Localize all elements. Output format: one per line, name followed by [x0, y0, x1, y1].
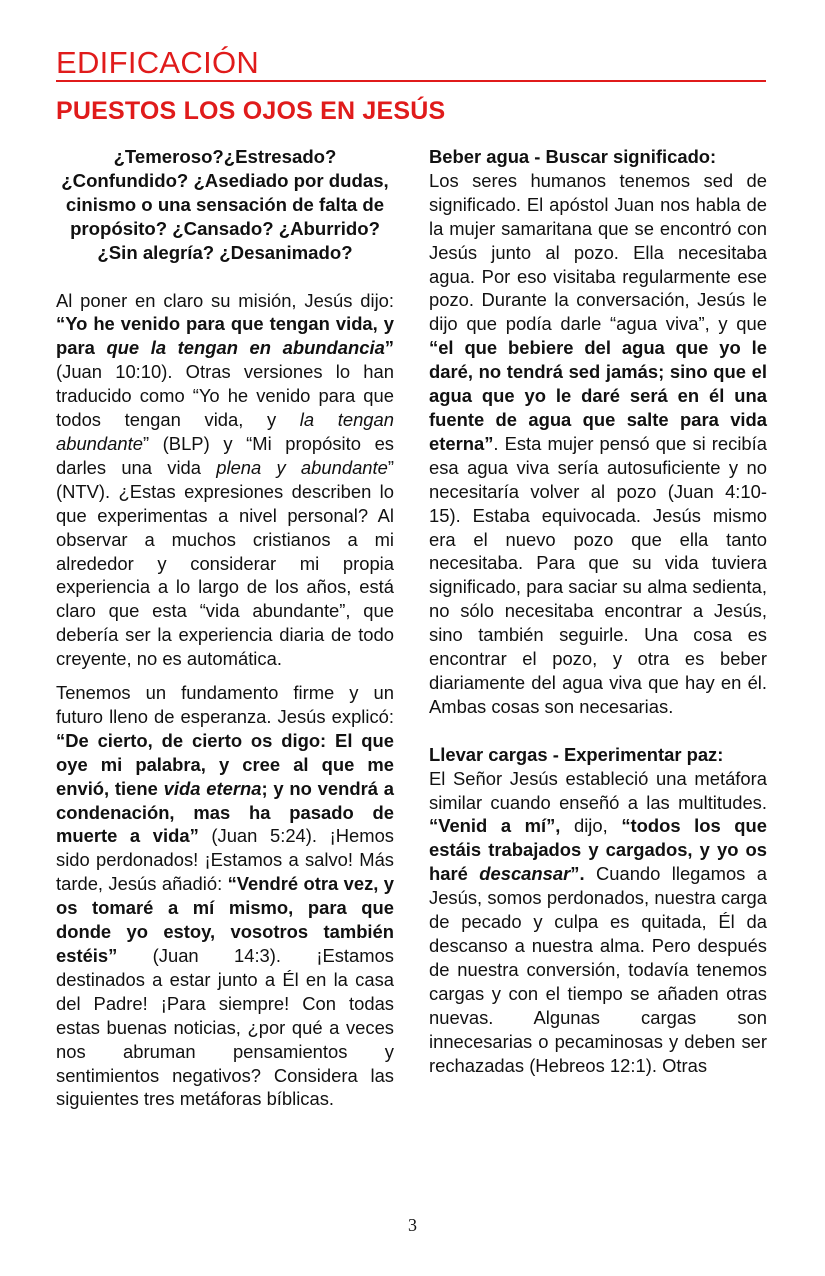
page-number: 3: [408, 1215, 417, 1235]
section-title: EDIFICACIÓN: [56, 44, 766, 82]
quote-john-5-24: “De cierto, de cierto os digo: El que oye mi palabra, y cree al que me envió, tiene vida eterna; y no vendrá a condenación, mas ha pasado de muerte a vida”: [56, 729, 394, 847]
quote-john-4: “el que bebiere del agua que yo le daré, no tendrá sed jamás; sino que el agua que yo le daré será en él una fuente de agua que salte para vida eterna”: [429, 337, 767, 454]
intro-questions: ¿Temeroso?¿Estresado? ¿Confundido? ¿Asediado por dudas, cinismo o una sensación de falta de propósito? ¿Cansado? ¿Aburrido? ¿Sin alegría? ¿Desanimado?: [61, 146, 389, 263]
quote-matthew-11-28: “todos los que estáis trabajados y cargados, y yo os haré descansar”.: [429, 815, 767, 885]
paragraph-foundation: Tenemos un fundamento firme y un futuro lleno de esperanza. Jesús explicó: “De cierto, de cierto os digo: El que oye mi palabra, y cree al que me envió, tiene vida eterna; y no vendrá a condenación, mas ha pasado de muerte a vida” (Juan 5:24). ¡Hemos sido perdonados! ¡Estamos a salvo! Más tarde, Jesús añadió: “Vendré otra vez, y os tomaré a mí mismo, para que donde yo estoy, vosotros también estéis” (Juan 14:3). ¡Estamos destinados a estar junto a Él en la casa del Padre! ¡Para siempre! Con todas estas buenas noticias, ¿por qué a veces nos abruman pensamientos y sentimientos negativos? Considera las siguientes tres metáforas bíblicas.: [56, 682, 395, 1110]
paragraph-mission: Al poner en claro su misión, Jesús dijo: “Yo he venido para que tengan vida, y para que la tengan en abundancia” (Juan 10:10). Otras versiones lo han traducido como “Yo he venido para que todos tengan vida, y la tengan abundante” (BLP) y “Mi propósito es darles una vida plena y abundante” (NTV). ¿Estas expresiones describen lo que experimentas a nivel personal? Al observar a muchos cristianos a mi alrededor y considerar mi propia experiencia a lo largo de los años, está claro que esta “vida abundante”, que debería ser la experiencia diaria de todo creyente, no es automática.: [56, 289, 394, 670]
subheading-water: Beber agua - Buscar significado:: [429, 146, 717, 167]
subheading-burdens: Llevar cargas - Experimentar paz:: [429, 743, 724, 765]
quote-venid: “Venid a mí”,: [429, 815, 561, 837]
paragraph-water: Beber agua - Buscar significado: Los seres humanos tenemos sed de significado. El apóstol Juan nos habla de la mujer samaritana que se encontró con Jesús junto al pozo. Ella necesitaba agua. Por eso visitaba regularmente ese pozo. Durante la conversación, Jesús le dijo que podía darle “agua viva”, y que “el que bebiere del agua que yo le daré, no tendrá sed jamás; sino que el agua que yo le daré será en él una fuente de agua que salte para vida eterna”. Esta mujer pensó que si recibía esa agua viva sería autosuficiente y no necesitaría volver al pozo (Juan 4:10-15). Estaba equivocada. Jesús mismo era el nuevo pozo que ella tanto necesitaba. Para que su vida tuviera significado, para saciar su alma sedienta, no sólo necesitaba encontrar a Jesús, sino también seguirle. Una cosa es encontrar el pozo, y otra es beber diariamente del agua viva que hay en él. Ambas cosas son necesarias.: [429, 146, 767, 717]
quote-john-10-10: “Yo he venido para que tengan vida, y para que la tengan en abundancia”: [56, 313, 394, 359]
paragraph-burdens: Llevar cargas - Experimentar paz: El Señor Jesús estableció una metáfora similar cuando enseñó a las multitudes. “Venid a mí”, dijo, “todos los que estáis trabajados y cargados, y yo os haré descansar”. Cuando llegamos a Jesús, somos perdonados, nuestra carga de pecado y culpa es quitada, Él da descanso a nuestra alma. Pero después de nuestra conversión, todavía tenemos cargas y con el tiempo se añaden otras nuevas. Algunas cargas son innecesarias o pecaminosas y deben ser rechazadas (Hebreos 12:1). Otras: [429, 743, 767, 1076]
quote-john-14-3: “Vendré otra vez, y os tomaré a mí mismo, para que donde yo estoy, vosotros también estéis”: [56, 873, 395, 966]
text: Al poner en claro su misión, Jesús dijo:: [56, 289, 394, 311]
right-column: [429, 145, 767, 1077]
left-column: [56, 145, 394, 1111]
article-title: PUESTOS LOS OJOS EN JESÚS: [56, 97, 446, 125]
